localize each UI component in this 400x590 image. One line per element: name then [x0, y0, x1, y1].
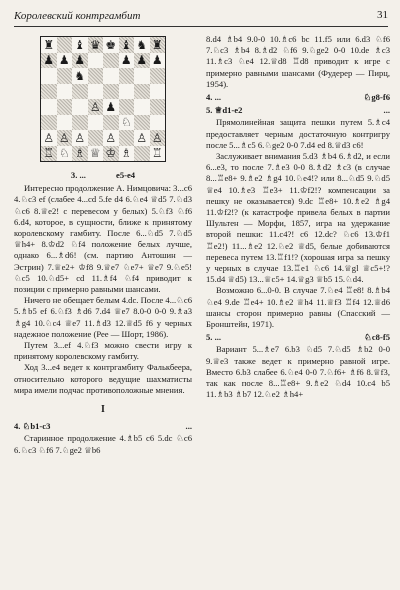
chess-piece: ♙ [136, 130, 148, 145]
square-g1 [134, 146, 150, 162]
chess-piece: ♗ [120, 146, 132, 161]
square-a3 [41, 115, 57, 131]
chess-piece: ♔ [105, 146, 117, 161]
chess-piece: ♘ [58, 146, 70, 161]
square-f7 [119, 53, 135, 69]
square-b7 [57, 53, 73, 69]
square-d7 [88, 53, 104, 69]
move-number: 5. ... [206, 332, 222, 343]
chess-piece: ♚ [105, 37, 117, 52]
square-b3 [57, 115, 73, 131]
move-heading [14, 170, 192, 181]
paragraph: Старинное продолжение 4.♗b5 c6 5.dc ♘c6 6.♘c3 ♘f6 7.♘ge2 ♕b6 [14, 433, 192, 455]
chess-piece: ♙ [43, 130, 55, 145]
paragraph: Ничего не обещает белым 4.dc. После 4...♘c6 5.♗b5 ef 6.♘f3 ♗d6 7.d4 ♕e7 8.0-0 0-0 9.♗a3 ♗g4 10.♘c4 ♕e7 11.♗d3 12.♕d5 f6 у черных надежное положение (Рее — Шорт, 1986). [14, 295, 192, 339]
square-d1 [88, 146, 104, 162]
paragraph: Ход 3...e4 ведет к контргамбиту Фалькбеера, относительно которого ведущие шахматисты мира имели подчас противоположные мнения. [14, 362, 192, 395]
square-b8 [57, 37, 73, 53]
square-h2 [150, 130, 166, 146]
square-b5 [57, 84, 73, 100]
square-f3 [119, 115, 135, 131]
square-g2 [134, 130, 150, 146]
square-h8 [150, 37, 166, 53]
square-c5 [72, 84, 88, 100]
square-e1 [103, 146, 119, 162]
square-c4 [72, 99, 88, 115]
square-a7 [41, 53, 57, 69]
square-a1 [41, 146, 57, 162]
right-column [206, 34, 390, 401]
chessboard [40, 36, 166, 162]
square-f2 [119, 130, 135, 146]
chess-piece: ♖ [43, 146, 55, 161]
chess-piece: ♟ [151, 53, 163, 68]
square-e2 [103, 130, 119, 146]
square-a4 [41, 99, 57, 115]
square-f4 [119, 99, 135, 115]
section-heading: I [101, 404, 105, 416]
square-a8 [41, 37, 57, 53]
square-g4 [134, 99, 150, 115]
move-san: ♘c8-f5 [364, 332, 390, 343]
running-header [14, 8, 388, 27]
square-f8 [119, 37, 135, 53]
square-e3 [103, 115, 119, 131]
chess-piece: ♟ [120, 53, 132, 68]
square-h5 [150, 84, 166, 100]
chess-piece: ♙ [89, 99, 101, 114]
chess-piece: ♕ [89, 146, 101, 161]
paragraph: Путем 3...ef 4.♘f3 можно свести игру к принятому королевскому гамбиту. [14, 340, 192, 362]
move-heading [14, 421, 192, 432]
chess-piece: ♟ [43, 53, 55, 68]
chess-diagram [38, 34, 168, 166]
square-c1 [72, 146, 88, 162]
paragraph: Интересно продолжение А. Нимцовича: 3...c6 4.♘c3 ef (слабее 4...cd 5.fe d4 6.♘e4 ♕d5 7.♘d3 ♘c6 8.♕e2! с перевесом у белых) 5.♘f3 ♘f6 6.d4, которое, в сущности, ближе к принятому королевскому гамбиту. После 6...♘d5 7.♘d5 ♕h4+ 8.♔d2 ♘f4 положение белых лучше, однако 6...♗d6! (см. партию Антошин — Эстрин) 7.♕e2+ ♔f8 9.♕e7 ♘e7+ ♕e7 9.♘e5! ♘c5 10.♘d5+ cd 11.♗f4 ♘f4 приводит к позиции с примерно равными шансами. [14, 183, 192, 295]
square-b4 [57, 99, 73, 115]
chess-piece: ♘ [120, 115, 132, 130]
paragraph: 8.d4 ♗b4 9.0-0 10.♗c6 bc 11.f5 или 6.d3 ♘f6 7.♘c3 ♗b4 8.♗d2 ♘f6 9.♘ge2 0-0 10.de ♗c3 11.♗c3 ♘e4 12.♕d8 ♖d8 приводит к игре с примерно равными шансами (Фудерер — Пирц, 1954). [206, 34, 390, 89]
move-heading [206, 332, 390, 343]
square-b1 [57, 146, 73, 162]
square-a6 [41, 68, 57, 84]
square-e4 [103, 99, 119, 115]
square-b6 [57, 68, 73, 84]
square-g3 [134, 115, 150, 131]
move-dots: ... [383, 105, 390, 116]
square-g5 [134, 84, 150, 100]
square-c3 [72, 115, 88, 131]
square-h1 [150, 146, 166, 162]
chess-piece: ♖ [151, 146, 163, 161]
paragraph: Заслуживает внимания 5.d3 ♗b4 6.♗d2, и если 6...e3, то после 7.♗e3 0-0 8.♗d2 ♗c3 (в случае 8...♖e8+ 9.♗e2 ♗g4 10.♘e4!? или 8...♘d5 9.♘d5 ♕e4 10.♗e3 ♖e3+ 11.♔f2!? компенсации за пешку не оказывается) 9.dc ♖e8+ 10.♗e2 ♗g4 11.♔f2!? (к катастрофе привела белых в партии Шультен — Морфи, 1857, игра на удержание второй пешки: 11.c4?! c6 12.dc? ♘c6 13.♔f1 ♖e2!) 11...♗e2 12.♘e2 ♕d5, белые добиваются перевеса путем 13.♖f1!? (хорошая игра за пешку у черных в случае 13.♖e1 ♘c6 14.♕gl ♕c5+!? 15.d4 ♕d5) 13...♕c5+ 14.♕g3 ♕b5 15.♘d4. [206, 151, 390, 285]
move-san: e5-e4 [116, 170, 136, 180]
chess-piece: ♟ [105, 99, 117, 114]
chess-piece: ♟ [136, 53, 148, 68]
square-h7 [150, 53, 166, 69]
square-e6 [103, 68, 119, 84]
chess-piece: ♙ [58, 130, 70, 145]
chess-piece: ♞ [136, 37, 148, 52]
chess-piece: ♙ [105, 130, 117, 145]
square-d8 [88, 37, 104, 53]
move-san: ♘g8-f6 [363, 92, 390, 103]
chess-piece: ♟ [74, 53, 86, 68]
chess-piece: ♜ [151, 37, 163, 52]
chess-piece: ♛ [89, 37, 101, 52]
square-c7 [72, 53, 88, 69]
square-e8 [103, 37, 119, 53]
square-c8 [72, 37, 88, 53]
square-f1 [119, 146, 135, 162]
page-number: 31 [377, 9, 388, 21]
move-number: 3. ... [70, 170, 86, 180]
move-dots: ... [185, 421, 192, 432]
square-b2 [57, 130, 73, 146]
square-d3 [88, 115, 104, 131]
square-g7 [134, 53, 150, 69]
square-h3 [150, 115, 166, 131]
square-d5 [88, 84, 104, 100]
move-number: 4. ♘b1-c3 [14, 421, 51, 432]
chess-piece: ♙ [151, 130, 163, 145]
move-heading [206, 105, 390, 116]
chess-piece: ♙ [74, 130, 86, 145]
square-c6 [72, 68, 88, 84]
square-a5 [41, 84, 57, 100]
square-f5 [119, 84, 135, 100]
chess-piece: ♟ [58, 53, 70, 68]
square-d2 [88, 130, 104, 146]
paragraph: Прямолинейная защита пешки путем 5.♗c4 предоставляет черным достаточную контригру после 5...♗c5 6.♘ge2 0-0 7.d4 ed 8.♕d3 c6! [206, 117, 390, 150]
chess-piece: ♗ [74, 146, 86, 161]
left-column [14, 34, 192, 456]
paragraph: Возможно 6...0-0. В случае 7.♘e4 ♖e8! 8.♗b4 ♘e4 9.de ♖e4+ 10.♗e2 ♕h4 11.♕f3 ♖f4 12.♕d6 шансы сторон примерно равны (Спасский — Бронштейн, 1971). [206, 285, 390, 330]
square-e7 [103, 53, 119, 69]
square-h4 [150, 99, 166, 115]
square-f6 [119, 68, 135, 84]
square-c2 [72, 130, 88, 146]
square-g6 [134, 68, 150, 84]
chess-piece: ♞ [74, 68, 86, 83]
move-heading [206, 92, 390, 103]
move-number: 5. ♕d1-e2 [206, 105, 243, 116]
chess-piece: ♝ [74, 37, 86, 52]
running-title: Королевский контргамбит [14, 10, 141, 22]
square-g8 [134, 37, 150, 53]
square-d6 [88, 68, 104, 84]
move-number: 4. ... [206, 92, 222, 103]
square-h6 [150, 68, 166, 84]
square-d4 [88, 99, 104, 115]
paragraph: Вариант 5...♗e7 6.b3 ♘d5 7.♘d5 ♗b2 0-0 9.♕e3 также ведет к примерно равной игре. Вместо 6.b3 слабее 6.♘e4 0-0 7.♘f6+ ♗f6 8.♕f3, так как после 8...♖e8+ 9.♗e2 ♘d4 10.c4 b5 11.♗b3 ♗b7 12.♘e2 ♗h4+ [206, 344, 390, 400]
chess-piece: ♝ [120, 37, 132, 52]
square-e5 [103, 84, 119, 100]
square-a2 [41, 130, 57, 146]
chess-piece: ♜ [43, 37, 55, 52]
